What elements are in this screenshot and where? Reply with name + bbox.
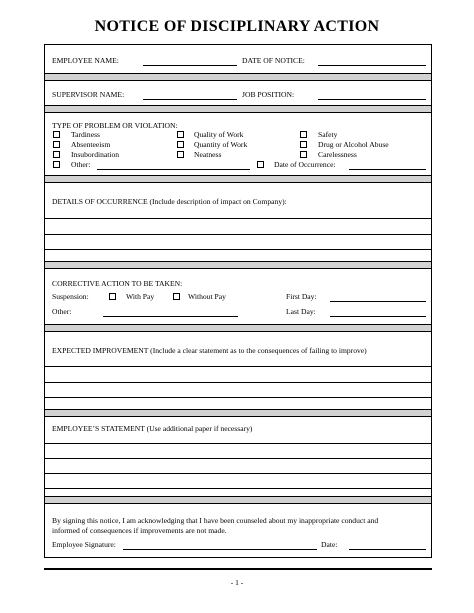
- other-violation-field[interactable]: [97, 169, 250, 170]
- details-line-2[interactable]: [45, 234, 431, 235]
- expected-line-2[interactable]: [45, 382, 431, 383]
- other-violation-label: Other:: [71, 160, 91, 169]
- date-of-occurrence-field[interactable]: [349, 169, 426, 170]
- statement-line-1[interactable]: [45, 443, 431, 444]
- supervisor-name-label: SUPERVISOR NAME:: [52, 90, 125, 99]
- drug-alcohol-checkbox[interactable]: [300, 141, 307, 148]
- section-divider: [45, 261, 431, 269]
- quantity-of-work-label: Quantity of Work: [194, 140, 248, 149]
- absenteeism-checkbox[interactable]: [53, 141, 60, 148]
- suspension-label: Suspension:: [52, 292, 89, 301]
- section-divider: [45, 496, 431, 504]
- details-heading: DETAILS OF OCCURRENCE (Include description of impact on Company):: [52, 197, 287, 206]
- with-pay-label: With Pay: [126, 292, 155, 301]
- without-pay-checkbox[interactable]: [173, 293, 180, 300]
- date-of-occurrence-checkbox[interactable]: [257, 161, 264, 168]
- statement-line-4[interactable]: [45, 488, 431, 489]
- other-action-label: Other:: [52, 307, 72, 316]
- safety-checkbox[interactable]: [300, 131, 307, 138]
- page-number: - 1 -: [230, 578, 244, 587]
- section-divider: [45, 409, 431, 417]
- details-line-1[interactable]: [45, 218, 431, 219]
- section-divider: [45, 175, 431, 183]
- page-title: NOTICE OF DISCIPLINARY ACTION: [94, 18, 380, 35]
- other-action-field[interactable]: [103, 316, 238, 317]
- tardiness-label: Tardiness: [71, 130, 100, 139]
- violation-heading: TYPE OF PROBLEM OR VIOLATION:: [52, 121, 178, 130]
- acknowledgement-line-2: informed of consequences if improvements are not made.: [52, 526, 227, 535]
- footer-rule: [44, 568, 432, 570]
- disciplinary-form: [44, 44, 432, 558]
- safety-label: Safety: [318, 130, 338, 139]
- insubordination-checkbox[interactable]: [53, 151, 60, 158]
- job-position-label: JOB POSITION:: [242, 90, 295, 99]
- date-of-notice-label: DATE OF NOTICE:: [242, 56, 305, 65]
- last-day-label: Last Day:: [286, 307, 316, 316]
- first-day-field[interactable]: [330, 301, 426, 302]
- expected-line-1[interactable]: [45, 366, 431, 367]
- last-day-field[interactable]: [330, 316, 426, 317]
- employee-signature-field[interactable]: [123, 549, 317, 550]
- corrective-heading: CORRECTIVE ACTION TO BE TAKEN:: [52, 279, 183, 288]
- section-divider: [45, 324, 431, 332]
- drug-alcohol-label: Drug or Alcohol Abuse: [318, 140, 389, 149]
- employee-name-field[interactable]: [143, 65, 237, 66]
- details-line-3[interactable]: [45, 249, 431, 250]
- signature-date-field[interactable]: [349, 549, 426, 550]
- expected-heading: EXPECTED IMPROVEMENT (Include a clear statement as to the consequences of failing to improve): [52, 346, 367, 355]
- neatness-checkbox[interactable]: [177, 151, 184, 158]
- supervisor-name-field[interactable]: [143, 99, 237, 100]
- absenteeism-label: Absenteeism: [71, 140, 111, 149]
- statement-line-2[interactable]: [45, 458, 431, 459]
- statement-heading: EMPLOYEE’S STATEMENT (Use additional paper if necessary): [52, 424, 253, 433]
- employee-signature-label: Employee Signature:: [52, 540, 116, 549]
- signature-date-label: Date:: [321, 540, 338, 549]
- job-position-field[interactable]: [318, 99, 426, 100]
- employee-name-label: EMPLOYEE NAME:: [52, 56, 119, 65]
- without-pay-label: Without Pay: [188, 292, 226, 301]
- acknowledgement-line-1: By signing this notice, I am acknowledging that I have been counseled about my inappropriate conduct and: [52, 516, 379, 525]
- with-pay-checkbox[interactable]: [109, 293, 116, 300]
- quality-of-work-label: Quality of Work: [194, 130, 244, 139]
- insubordination-label: Insubordination: [71, 150, 120, 159]
- section-divider: [45, 73, 431, 81]
- other-violation-checkbox[interactable]: [53, 161, 60, 168]
- date-of-notice-field[interactable]: [318, 65, 426, 66]
- statement-line-3[interactable]: [45, 473, 431, 474]
- first-day-label: First Day:: [286, 292, 317, 301]
- expected-line-3[interactable]: [45, 397, 431, 398]
- quality-of-work-checkbox[interactable]: [177, 131, 184, 138]
- section-divider: [45, 105, 431, 113]
- neatness-label: Neatness: [194, 150, 222, 159]
- tardiness-checkbox[interactable]: [53, 131, 60, 138]
- quantity-of-work-checkbox[interactable]: [177, 141, 184, 148]
- carelessness-checkbox[interactable]: [300, 151, 307, 158]
- date-of-occurrence-label: Date of Occurrence:: [274, 160, 336, 169]
- carelessness-label: Carelessness: [318, 150, 357, 159]
